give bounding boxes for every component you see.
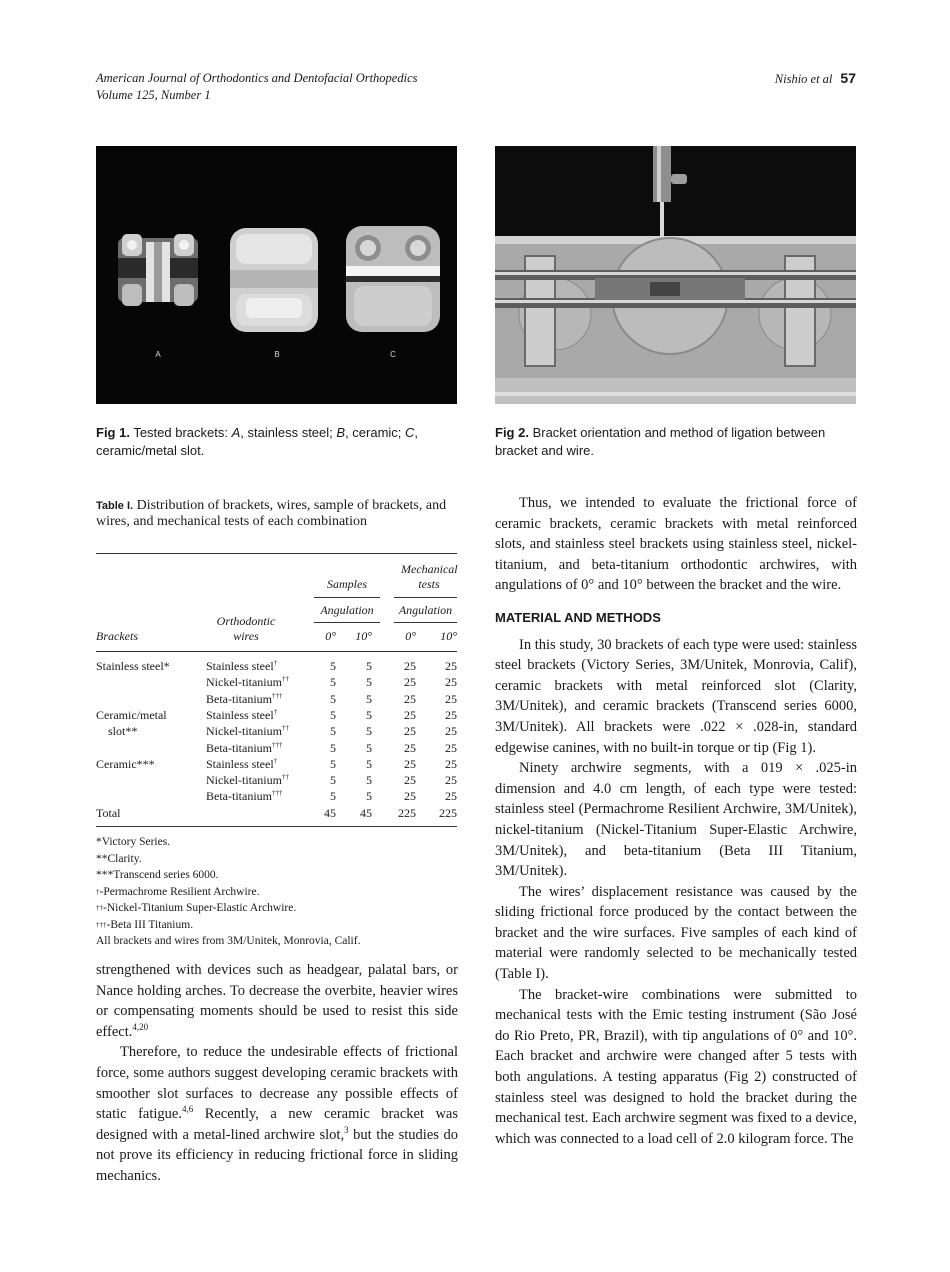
brackets-illustration	[96, 146, 457, 404]
wire-mark: †	[273, 659, 278, 667]
table-cell: 5	[330, 675, 336, 690]
wire-mark: †††	[271, 740, 283, 749]
table-1-title	[96, 498, 458, 530]
paragraph-text: Therefore, to reduce the undesirable effects of frictional force, some authors suggest developing ceramic brackets with smoother slot surfaces to decrease any possible effects of static fatigue.	[96, 1044, 458, 1123]
wire-name: Nickel-titanium	[206, 675, 282, 690]
paragraph: Thus, we intended to evaluate the frictional force of ceramic brackets, ceramic brackets with metal reinforced slots, and stainless steel brackets using stainless steel, nickel-titanium, and beta-titanium orthodontic archwires, with angulations of 0° and 10° between the bracket and the wire.	[495, 495, 857, 594]
samples-rule	[314, 597, 380, 598]
table-cell: 5	[366, 707, 372, 722]
table-row-wire	[206, 741, 282, 756]
table-top-rule	[96, 553, 457, 554]
table-total-cell: 45	[360, 805, 372, 820]
header-angulation-tests: Angulation	[398, 603, 453, 617]
wire-mark: †††	[271, 691, 283, 700]
section-heading-material-methods: MATERIAL AND METHODS	[495, 609, 661, 625]
paragraph	[96, 1042, 458, 1186]
table-row-wire	[206, 757, 277, 772]
table-cell: 25	[445, 675, 457, 690]
wire-mark: †††	[271, 789, 283, 798]
table-cell: 25	[445, 756, 457, 771]
header-angulation-samples: Angulation	[320, 603, 374, 617]
table-cell: 25	[404, 724, 416, 739]
bracket-group-ceramic-metal-line2: slot**	[108, 724, 138, 738]
table-cell: 25	[404, 659, 416, 673]
table-cell: 5	[330, 773, 336, 788]
author-names: Nishio et al	[774, 72, 833, 86]
table-cell: 25	[445, 707, 457, 722]
running-header-left	[96, 70, 418, 104]
table-row-wire	[206, 708, 277, 723]
figure-2-caption	[495, 424, 857, 460]
table-cell: 5	[366, 659, 372, 673]
footnote	[96, 851, 360, 868]
header-tests: tests	[418, 577, 440, 591]
right-column-text	[495, 493, 857, 1149]
caption-letter: B	[336, 425, 346, 440]
table-cell: 5	[366, 724, 372, 739]
figure-1-caption-label: Fig 1.	[96, 425, 130, 440]
table-row-wire	[206, 659, 277, 674]
table-cell: 25	[404, 675, 416, 690]
page-number: 57	[840, 70, 856, 86]
table-cell: 25	[404, 756, 416, 771]
wire-name: Nickel-titanium	[206, 773, 282, 788]
table-bottom-rule	[96, 826, 457, 827]
table-cell: 5	[330, 659, 336, 673]
table-cell: 25	[404, 691, 416, 706]
bracket-a-stainless-steel	[118, 234, 198, 306]
paragraph: In this study, 30 brackets of each type were used: stainless steel brackets (Victory Series, 3M/Unitek, Monrovia, Calif), ceramic brackets with metal reinforced slot (Clarity, 3M/Unitek), and ceramic brackets (Transcend series 6000, 3M/Unitek). All brackets were .022 × .028-in, standard edgewise canines, with no built-in torque or tip (Fig 1).	[495, 636, 857, 756]
wire-mark: †	[273, 756, 278, 765]
paragraph: Ninety archwire segments, with a 019 × .025-in dimension and 4.0 cm length, of each type were tested: stainless steel (Permachrome Resilient Archwire, 3M/Unitek), nickel-titanium (Nickel-Titanium Super-Elastic Archwire, 3M/Unitek), and beta-titanium (Beta III Titanium, 3M/Unitek).	[495, 760, 857, 880]
fig1-label-a: A	[155, 350, 161, 359]
table-total-cell: 45	[324, 805, 336, 820]
table-footnotes	[96, 834, 360, 950]
table-cell: 25	[445, 773, 457, 788]
left-column-text	[96, 960, 458, 1187]
tests-rule	[394, 597, 457, 598]
footnote-text: *Victory Series.	[96, 836, 171, 848]
footnote-text: All brackets and wires from 3M/Unitek, Monrovia, Calif.	[96, 935, 361, 947]
header-tests-0: 0°	[405, 629, 416, 643]
table-cell: 5	[366, 756, 372, 771]
table-row-wire	[206, 724, 289, 739]
wire-name: Beta-titanium	[206, 740, 272, 755]
paragraph	[96, 960, 458, 1042]
table-cell: 5	[330, 707, 336, 722]
journal-name: American Journal of Orthodontics and Dentofacial Orthopedics	[96, 71, 418, 85]
bracket-group-stainless: Stainless steel*	[96, 659, 170, 673]
figure-1-brackets-photo	[96, 146, 457, 404]
table-cell: 25	[445, 691, 457, 706]
table-cell: 25	[445, 724, 457, 739]
table-cell: 25	[404, 773, 416, 788]
footnote-mark: ††	[96, 904, 103, 912]
table-cell: 5	[366, 789, 372, 804]
table-total-label: Total	[96, 805, 121, 820]
footnote	[96, 933, 360, 950]
header-orthodontic: Orthodontic	[216, 614, 276, 628]
caption-text: Bracket orientation and method of ligation between bracket and wire.	[495, 425, 826, 458]
table-cell: 5	[330, 691, 336, 706]
table-1-title-text: Distribution of brackets, wires, sample of brackets, and wires, and mechanical tests of each combination	[96, 498, 447, 529]
table-header-rule	[96, 651, 457, 652]
footnote	[96, 884, 360, 901]
footnote	[96, 900, 360, 917]
running-header-right	[775, 70, 856, 88]
table-row-wire	[206, 773, 289, 788]
wire-name: Beta-titanium	[206, 789, 272, 804]
table-cell: 5	[330, 756, 336, 771]
footnote	[96, 917, 360, 934]
table-cell: 25	[404, 789, 416, 804]
header-wires: wires	[233, 629, 259, 643]
table-cell: 5	[366, 773, 372, 788]
bracket-group-ceramic-metal: Ceramic/metal	[96, 708, 167, 722]
table-total-cell: 225	[439, 805, 457, 820]
wire-mark: ††	[281, 773, 289, 782]
angulation-tests-rule	[394, 622, 457, 623]
bracket-group-ceramic: Ceramic***	[96, 757, 155, 771]
figure-2-testing-apparatus-photo	[495, 146, 856, 404]
header-samples-0: 0°	[325, 629, 336, 643]
figure-1-caption	[96, 424, 458, 460]
wire-name: Stainless steel	[206, 756, 274, 771]
header-samples: Samples	[327, 577, 367, 591]
citation: 4,6	[181, 1104, 194, 1115]
table-cell: 25	[445, 659, 457, 673]
paragraph-text: Recently, a new ceramic bracket was designed with a metal-lined archwire slot,	[96, 1106, 459, 1143]
table-row-wire	[206, 692, 282, 707]
caption-text: Tested brackets:	[129, 425, 232, 440]
figure-2-caption-label: Fig 2.	[495, 425, 529, 440]
bracket-c-ceramic-metal-slot	[346, 226, 440, 332]
table-cell: 5	[330, 724, 336, 739]
footnote-text: ***Transcend series 6000.	[96, 869, 219, 881]
table-1-label: Table I.	[96, 500, 134, 512]
paragraph-text: but the studies do not prove its efficiency in reducing frictional force in sliding mechanics.	[96, 1126, 458, 1184]
table-cell: 25	[404, 707, 416, 722]
wire-name: Nickel-titanium	[206, 724, 282, 739]
table-row-wire	[206, 675, 289, 690]
footnote-text: -Permachrome Resilient Archwire.	[99, 885, 260, 898]
table-cell: 5	[330, 789, 336, 804]
apparatus-illustration	[495, 146, 856, 404]
fig1-label-c: C	[390, 350, 396, 359]
journal-volume: Volume 125, Number 1	[96, 88, 211, 102]
footnote-mark: †	[96, 887, 100, 896]
footnote-text: -Nickel-Titanium Super-Elastic Archwire.	[103, 902, 297, 914]
bracket-b-ceramic	[230, 228, 318, 332]
wire-name: Stainless steel	[206, 707, 274, 722]
table-row-wire	[206, 789, 282, 804]
footnote-text: **Clarity.	[96, 852, 142, 865]
angulation-samples-rule	[314, 622, 380, 623]
table-cell: 25	[445, 789, 457, 804]
caption-letter: A	[231, 425, 241, 440]
table-cell: 5	[366, 675, 372, 690]
paragraph: The bracket-wire combinations were submitted to mechanical tests with the Emic testing instrument (São José do Rio Preto, PR, Brazil), with tip angulations of 0° and 10°. Each bracket and archwire were changed after 5 tests with both angulations. A testing apparatus (Fig 2) constructed of stainless steel was designed to hold the bracket during the mechanical test. Each archwire segment was fixed to a device, which was connected to a load cell of 2.0 kilogram force. The	[495, 986, 857, 1147]
caption-letter: C	[405, 425, 415, 440]
wire-name: Stainless steel	[206, 659, 274, 673]
footnote-text: -Beta III Titanium.	[106, 918, 194, 931]
caption-text: , stainless steel;	[240, 425, 337, 440]
header-mechanical: Mechanical	[401, 562, 458, 576]
table-cell: 5	[330, 740, 336, 755]
paragraph: The wires’ displacement resistance was caused by the sliding frictional force produced by the contact between the bracket and the wire surfaces. Five samples of each kind of material were randomly selected to be mechanically tested (Table I).	[495, 883, 857, 983]
table-cell: 5	[366, 740, 372, 755]
caption-text: , ceramic/metal slot.	[96, 425, 419, 458]
header-samples-10: 10°	[355, 629, 372, 643]
citation: 4,20	[132, 1021, 149, 1032]
fig1-label-b: B	[274, 350, 280, 359]
footnote-mark: †††	[96, 920, 107, 929]
wire-mark: †	[273, 707, 278, 716]
table-total-cell: 225	[398, 805, 416, 820]
paragraph-text: strengthened with devices such as headgear, palatal bars, or Nance holding arches. To decrease the overbite, heavier wires or compensating moments should be used to resist this side effect.	[96, 962, 458, 1040]
caption-text: , ceramic;	[345, 425, 406, 440]
header-tests-10: 10°	[440, 629, 457, 643]
table-cell: 5	[366, 691, 372, 706]
header-brackets: Brackets	[96, 629, 138, 643]
wire-mark: ††	[281, 724, 289, 733]
citation: 3	[344, 1124, 349, 1135]
table-cell: 25	[404, 740, 416, 755]
wire-name: Beta-titanium	[206, 691, 272, 706]
footnote	[96, 867, 360, 884]
footnote	[96, 834, 360, 851]
wire-mark: ††	[281, 675, 289, 684]
table-cell: 25	[445, 740, 457, 755]
